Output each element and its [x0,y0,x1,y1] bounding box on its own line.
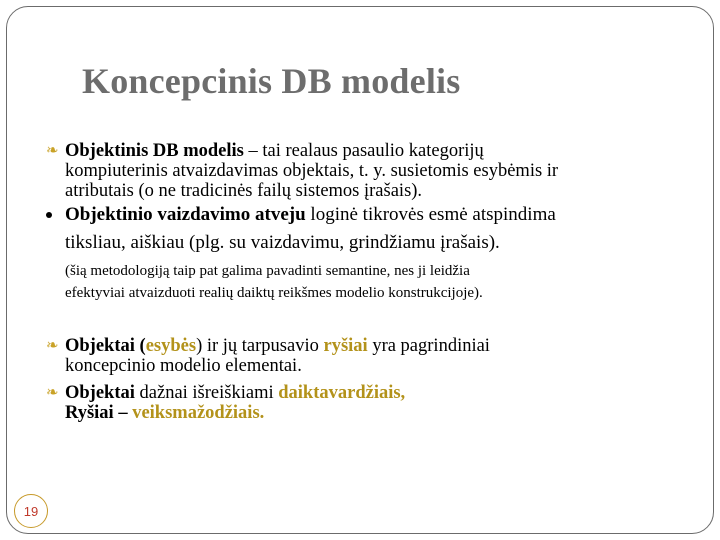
block3-rysiai: ryšiai [323,336,368,356]
page-number-badge [14,494,48,528]
dot-bullet-icon [46,212,52,218]
page-number: 19 [23,503,39,519]
block1-line2: kompiuterinis atvaizdavimas objektais, t. y. susietomis esybėmis ir [65,161,559,181]
block2-line1 [65,205,556,224]
block3-paren-open: ( [134,336,146,356]
block4-line2 [65,404,264,423]
block1-term: Objektinis DB modelis [65,141,244,161]
block3-mid: ) ir jų tarpusavio [196,336,324,356]
block3-objektai: Objektai [65,336,135,356]
swirl-bullet-icon: ❧ [46,143,59,159]
block3-line2: koncepcinio modelio elementai. [65,356,302,376]
block4-dash: – [113,403,133,423]
block2-note2: efektyviai atvaizduoti realių daiktų reikšmes modelio konstrukcijoje). [65,285,483,301]
block2-note1: (šią metodologiją taip pat galima pavadinti semantine, nes ji leidžia [65,263,470,279]
block4-objektai: Objektai [65,383,135,403]
block4-veiksmazodziais: veiksmažodžiais. [132,403,265,423]
block3-line1 [65,337,490,356]
block2-text1: loginė tikrovės esmė atspindima [305,204,556,225]
block3-esybes: esybės [145,336,197,356]
slide-title: Koncepcinis DB modelis [82,61,461,101]
block4-daiktavardziais: daiktavardžiais, [278,383,406,403]
block2-term: Objektinio vaizdavimo atveju [65,204,306,225]
block1-line1 [65,142,484,161]
block3-end: yra pagrindiniai [367,336,490,356]
swirl-bullet-icon: ❧ [46,338,59,354]
block1-text1: – tai realaus pasaulio kategorijų [243,141,484,161]
block4-line1 [65,384,405,403]
block4-rysiai: Ryšiai [65,403,114,423]
block2-line2: tiksliau, aiškiau (plg. su vaizdavimu, grindžiamu įrašais). [65,232,500,253]
swirl-bullet-icon: ❧ [46,385,59,401]
block4-mid: dažnai išreiškiami [134,383,279,403]
block1-line3: atributais (o ne tradicinės failų sistemos įrašais). [65,181,423,201]
